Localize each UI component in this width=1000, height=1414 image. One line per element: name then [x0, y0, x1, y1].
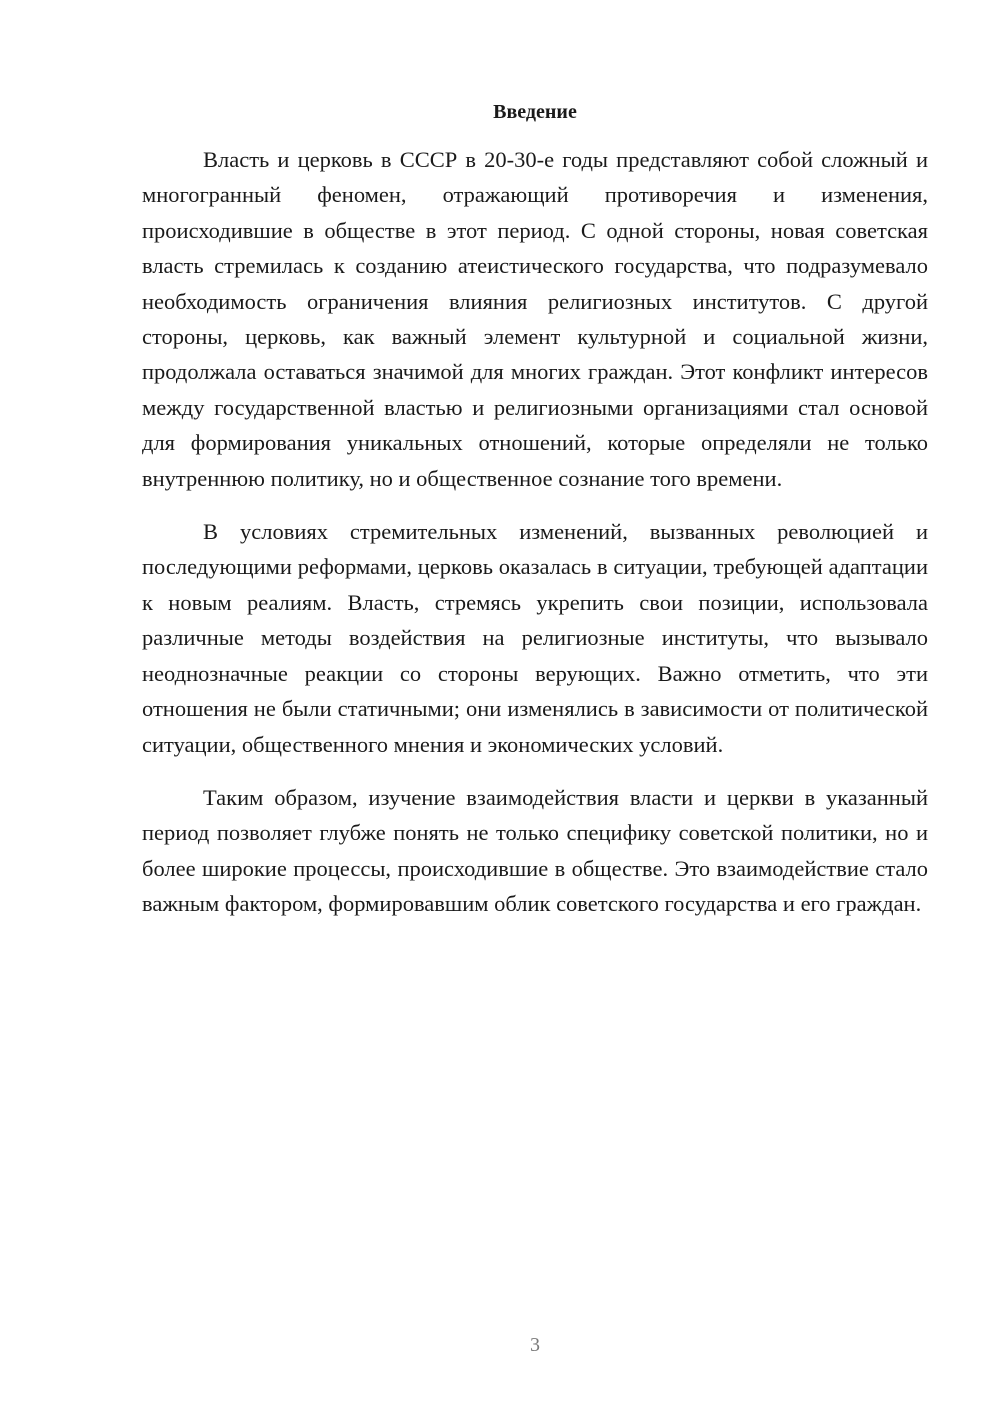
paragraph-3: Таким образом, изучение взаимодействия власти и церкви в указанный период позволяет глубже понять не только специфику советской политики, но и более широкие процессы, происходившие в обществе. Это взаимодействие стало важным фактором, формировавшим облик советского государства и его граждан. [142, 784, 928, 917]
document-body [142, 142, 928, 940]
section-heading: Введение [493, 101, 577, 123]
paragraph-1: Власть и церковь в СССР в 20-30-е годы представляют собой сложный и многогранный феномен, отражающий противоречия и изменения, происходившие в обществе в этот период. С одной стороны, новая советская власть стремилась к созданию атеистического государства, что подразумевало необходимость ограничения влияния религиозных институтов. С другой стороны, церковь, как важный элемент культурной и социальной жизни, продолжала оставаться значимой для многих граждан. Этот конфликт интересов между государственной властью и религиозными организациями стал основой для формирования уникальных отношений, которые определяли не только внутреннюю политику, но и общественное сознание того времени. [142, 147, 928, 491]
page-number: 3 [530, 1334, 540, 1356]
paragraph-2: В условиях стремительных изменений, вызванных революцией и последующими реформами, церковь оказалась в ситуации, требующей адаптации к новым реалиям. Власть, стремясь укрепить свои позиции, использовала различные методы воздействия на религиозные институты, что вызывало неоднозначные реакции со стороны верующих. Важно отметить, что эти отношения не были статичными; они изменялись в зависимости от политической ситуации, общественного мнения и экономических условий. [142, 519, 928, 757]
